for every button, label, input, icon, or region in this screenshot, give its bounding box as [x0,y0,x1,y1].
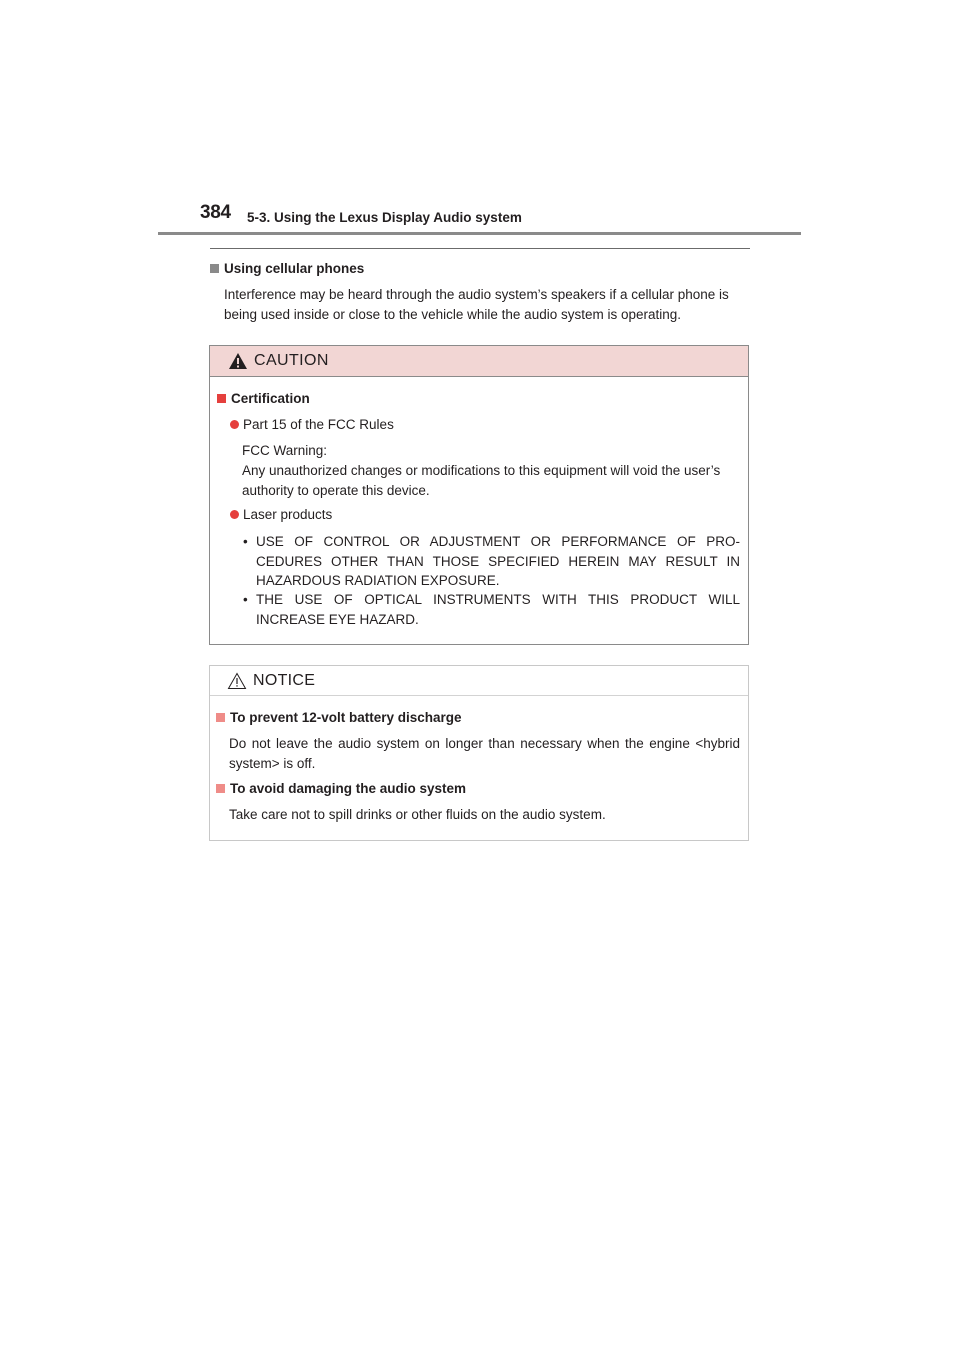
audio-damage-heading [216,781,466,796]
square-bullet-icon [210,264,219,273]
notice-box [209,665,749,841]
cellular-heading [210,261,364,276]
cellular-body: Interference may be heard through the audio system’s speakers if a cellular phone is being used inside or close to the vehicle while the audio system is operating. [224,287,729,322]
section-title: 5-3. Using the Lexus Display Audio system [247,210,522,225]
square-bullet-icon [216,713,225,722]
caution-box [209,345,749,645]
square-bullet-icon [216,784,225,793]
circle-bullet-icon [230,420,239,429]
cellular-heading-text: Using cellular phones [224,261,365,276]
bullet-mark: • [243,534,248,549]
laser-item-title-text: Laser products [243,507,333,522]
sub-rule [210,248,750,249]
laser-bullet-2-text: THE USE OF OPTICAL INSTRUMENTS WITH THIS PRODUCT WILL INCREASE EYE HAZARD. [256,592,740,627]
battery-body: Do not leave the audio system on longer than necessary when the engine <hybrid system> is off. [229,736,740,771]
notice-header [210,666,748,696]
caution-title: CAUTION [254,352,329,369]
header-rule [158,232,801,235]
fcc-warning-label: FCC Warning: [242,443,328,458]
circle-bullet-icon [230,510,239,519]
fcc-item-title-text: Part 15 of the FCC Rules [243,417,394,432]
battery-heading-text: To prevent 12-volt battery discharge [230,710,462,725]
warning-triangle-icon [228,352,248,370]
laser-bullet-2 [243,590,740,629]
battery-heading [216,710,462,725]
square-bullet-icon [217,394,226,403]
audio-damage-body: Take care not to spill drinks or other fluids on the audio system. [229,807,606,822]
page-number: 384 [200,202,231,223]
fcc-warning-text: Any unauthorized changes or modifications to this equipment will void the user’s authority to operate this device. [242,463,721,498]
notice-title: NOTICE [253,671,316,689]
laser-bullet-1-text: USE OF CONTROL OR ADJUSTMENT OR PERFORMANCE OF PROCEDURES OTHER THAN THOSE SPECIFIED HEREIN MAY RESULT IN HAZARDOUS RADIATION EXPOSURE. [256,534,740,588]
caution-header [210,346,748,377]
bullet-mark: • [243,592,248,607]
fcc-item-title [230,417,394,432]
laser-item-title [230,507,332,522]
notice-triangle-icon [227,672,247,690]
certification-heading [217,391,310,406]
audio-damage-heading-text: To avoid damaging the audio system [230,781,467,796]
certification-heading-text: Certification [231,391,310,406]
laser-bullet-1 [243,532,740,591]
